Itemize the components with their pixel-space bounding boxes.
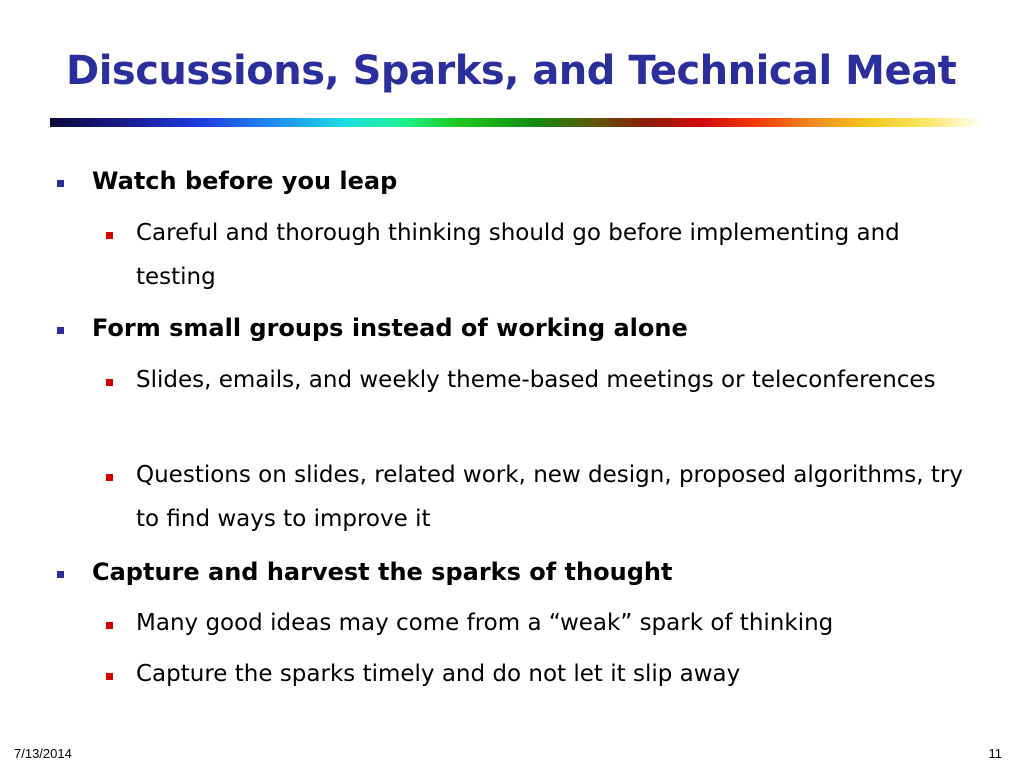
footer-date: 7/13/2014 <box>14 746 72 761</box>
slide-title: Discussions, Sparks, and Technical Meat <box>66 48 957 94</box>
sub-bullet-3-2: Capture the sparks timely and do not let it slip away <box>136 661 741 687</box>
bullet-2: Form small groups instead of working alone <box>92 314 688 342</box>
bullet-3: Capture and harvest the sparks of thought <box>92 558 673 586</box>
sub-bullet-1-1: Careful and thorough thinking should go before implementing and testing <box>136 220 900 290</box>
sub-bullet-marker-3-2 <box>106 673 113 680</box>
bullet-marker-1 <box>57 180 64 187</box>
sub-bullet-2-1: Slides, emails, and weekly theme-based meetings or teleconferences <box>136 367 936 393</box>
sub-bullet-2-2: Questions on slides, related work, new design, proposed algorithms, try to find ways to improve it <box>136 462 963 532</box>
bullet-1: Watch before you leap <box>92 167 398 195</box>
sub-bullet-marker-2-2 <box>106 474 113 481</box>
sub-bullet-3-1: Many good ideas may come from a “weak” spark of thinking <box>136 610 834 636</box>
bullet-marker-3 <box>57 571 64 578</box>
bullet-marker-2 <box>57 327 64 334</box>
sub-bullet-marker-3-1 <box>106 622 113 629</box>
title-divider <box>50 118 982 127</box>
sub-bullet-marker-2-1 <box>106 379 113 386</box>
sub-bullet-marker-1-1 <box>106 232 113 239</box>
footer-page-number: 11 <box>988 746 1002 761</box>
